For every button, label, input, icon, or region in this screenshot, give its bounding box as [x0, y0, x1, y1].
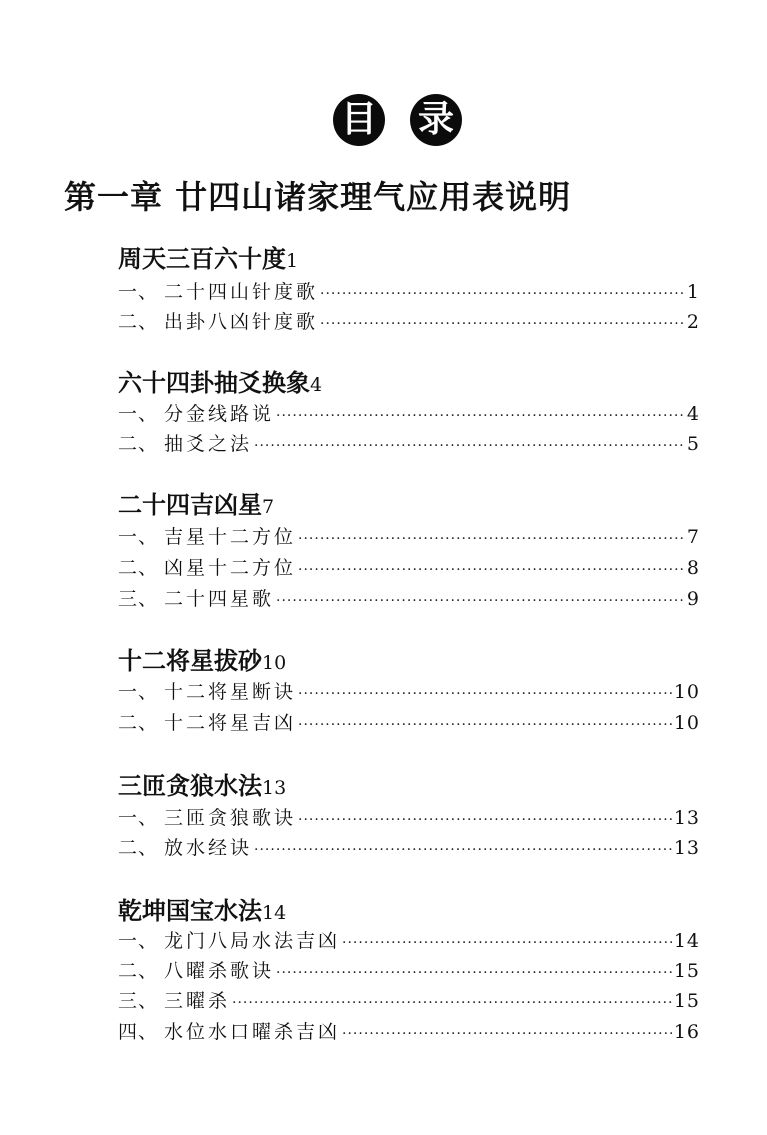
section-heading[interactable] [118, 769, 286, 803]
toc-entry[interactable] [118, 677, 700, 707]
dot-leader [320, 309, 685, 339]
entry-number: 二、 [118, 557, 159, 579]
entry-page: 16 [673, 1021, 700, 1043]
entry-label: 二十四星歌 [164, 588, 275, 610]
entry-number: 二、 [118, 960, 159, 982]
entry-page: 13 [673, 807, 700, 829]
section-heading[interactable] [118, 488, 274, 522]
entry-number: 一、 [118, 526, 159, 548]
entry-label: 三曜杀 [164, 990, 231, 1012]
dot-leader [254, 431, 685, 461]
toc-entry[interactable] [118, 986, 700, 1016]
entry-label: 吉星十二方位 [164, 526, 297, 548]
entry-page: 10 [673, 712, 700, 734]
toc-entry[interactable] [118, 429, 700, 459]
entry-label: 分金线路说 [164, 403, 275, 425]
entry-label: 二十四山针度歌 [164, 281, 319, 303]
chapter-heading: 第一章 廿四山诸家理气应用表说明 [64, 178, 572, 216]
entry-page: 9 [686, 588, 700, 610]
entry-number: 二、 [118, 433, 159, 455]
entry-label: 十二将星吉凶 [164, 712, 297, 734]
entry-number: 三、 [118, 990, 159, 1012]
dot-leader [298, 679, 672, 709]
section-page: 10 [262, 652, 287, 674]
entry-label: 出卦八凶针度歌 [164, 311, 319, 333]
toc-entry[interactable] [118, 584, 700, 614]
toc-entry[interactable] [118, 553, 700, 583]
toc-entry[interactable] [118, 522, 700, 552]
section-page: 13 [262, 777, 287, 799]
toc-entry[interactable] [118, 399, 700, 429]
toc-title [0, 94, 767, 150]
dot-leader [298, 524, 685, 554]
entry-label: 抽爻之法 [164, 433, 253, 455]
toc-entry[interactable] [118, 277, 700, 307]
section-title: 乾坤国宝水法 [118, 897, 262, 925]
entry-page: 14 [673, 930, 700, 952]
entry-number: 二、 [118, 712, 159, 734]
entry-page: 10 [673, 681, 700, 703]
section-title: 二十四吉凶星 [118, 491, 262, 519]
entry-number: 四、 [118, 1021, 159, 1043]
entry-label: 八曜杀歌诀 [164, 960, 275, 982]
entry-number: 三、 [118, 588, 159, 610]
dot-leader [254, 835, 672, 865]
entry-page: 4 [686, 403, 700, 425]
section-page: 7 [262, 496, 275, 518]
entry-label: 放水经诀 [164, 837, 253, 859]
entry-number: 二、 [118, 311, 159, 333]
section-title: 十二将星拔砂 [118, 647, 262, 675]
entry-number: 一、 [118, 403, 159, 425]
toc-entry[interactable] [118, 833, 700, 863]
section-title: 六十四卦抽爻换象 [118, 369, 310, 397]
entry-page: 8 [686, 557, 700, 579]
section-page: 4 [310, 374, 323, 396]
entry-page: 15 [673, 990, 700, 1012]
entry-page: 7 [686, 526, 700, 548]
entry-page: 1 [686, 281, 700, 303]
dot-leader [232, 988, 672, 1018]
dot-leader [342, 1019, 672, 1049]
section-heading[interactable] [118, 894, 286, 928]
entry-number: 二、 [118, 837, 159, 859]
entry-label: 龙门八局水法吉凶 [164, 930, 341, 952]
title-char-lu: 录 [410, 94, 462, 146]
entry-number: 一、 [118, 681, 159, 703]
entry-label: 水位水口曜杀吉凶 [164, 1021, 341, 1043]
dot-leader [298, 555, 685, 585]
section-title: 三匝贪狼水法 [118, 772, 262, 800]
dot-leader [276, 586, 685, 616]
entry-label: 三匝贪狼歌诀 [164, 807, 297, 829]
dot-leader [276, 958, 672, 988]
dot-leader [276, 401, 685, 431]
entry-page: 15 [673, 960, 700, 982]
entry-number: 一、 [118, 930, 159, 952]
entry-label: 凶星十二方位 [164, 557, 297, 579]
section-heading[interactable] [118, 644, 286, 678]
entry-page: 13 [673, 837, 700, 859]
toc-entry[interactable] [118, 307, 700, 337]
entry-number: 一、 [118, 807, 159, 829]
entry-label: 十二将星断诀 [164, 681, 297, 703]
toc-entry[interactable] [118, 1017, 700, 1047]
toc-entry[interactable] [118, 803, 700, 833]
section-heading[interactable] [118, 366, 322, 400]
section-heading[interactable] [118, 242, 298, 276]
entry-page: 2 [686, 311, 700, 333]
entry-page: 5 [686, 433, 700, 455]
section-title: 周天三百六十度 [118, 245, 286, 273]
dot-leader [298, 805, 672, 835]
section-page: 14 [262, 902, 287, 924]
toc-entry[interactable] [118, 708, 700, 738]
toc-entry[interactable] [118, 926, 700, 956]
section-page: 1 [286, 250, 299, 272]
dot-leader [342, 928, 672, 958]
toc-entry[interactable] [118, 956, 700, 986]
dot-leader [298, 710, 672, 740]
title-char-mu: 目 [333, 94, 385, 146]
entry-number: 一、 [118, 281, 159, 303]
dot-leader [320, 279, 685, 309]
